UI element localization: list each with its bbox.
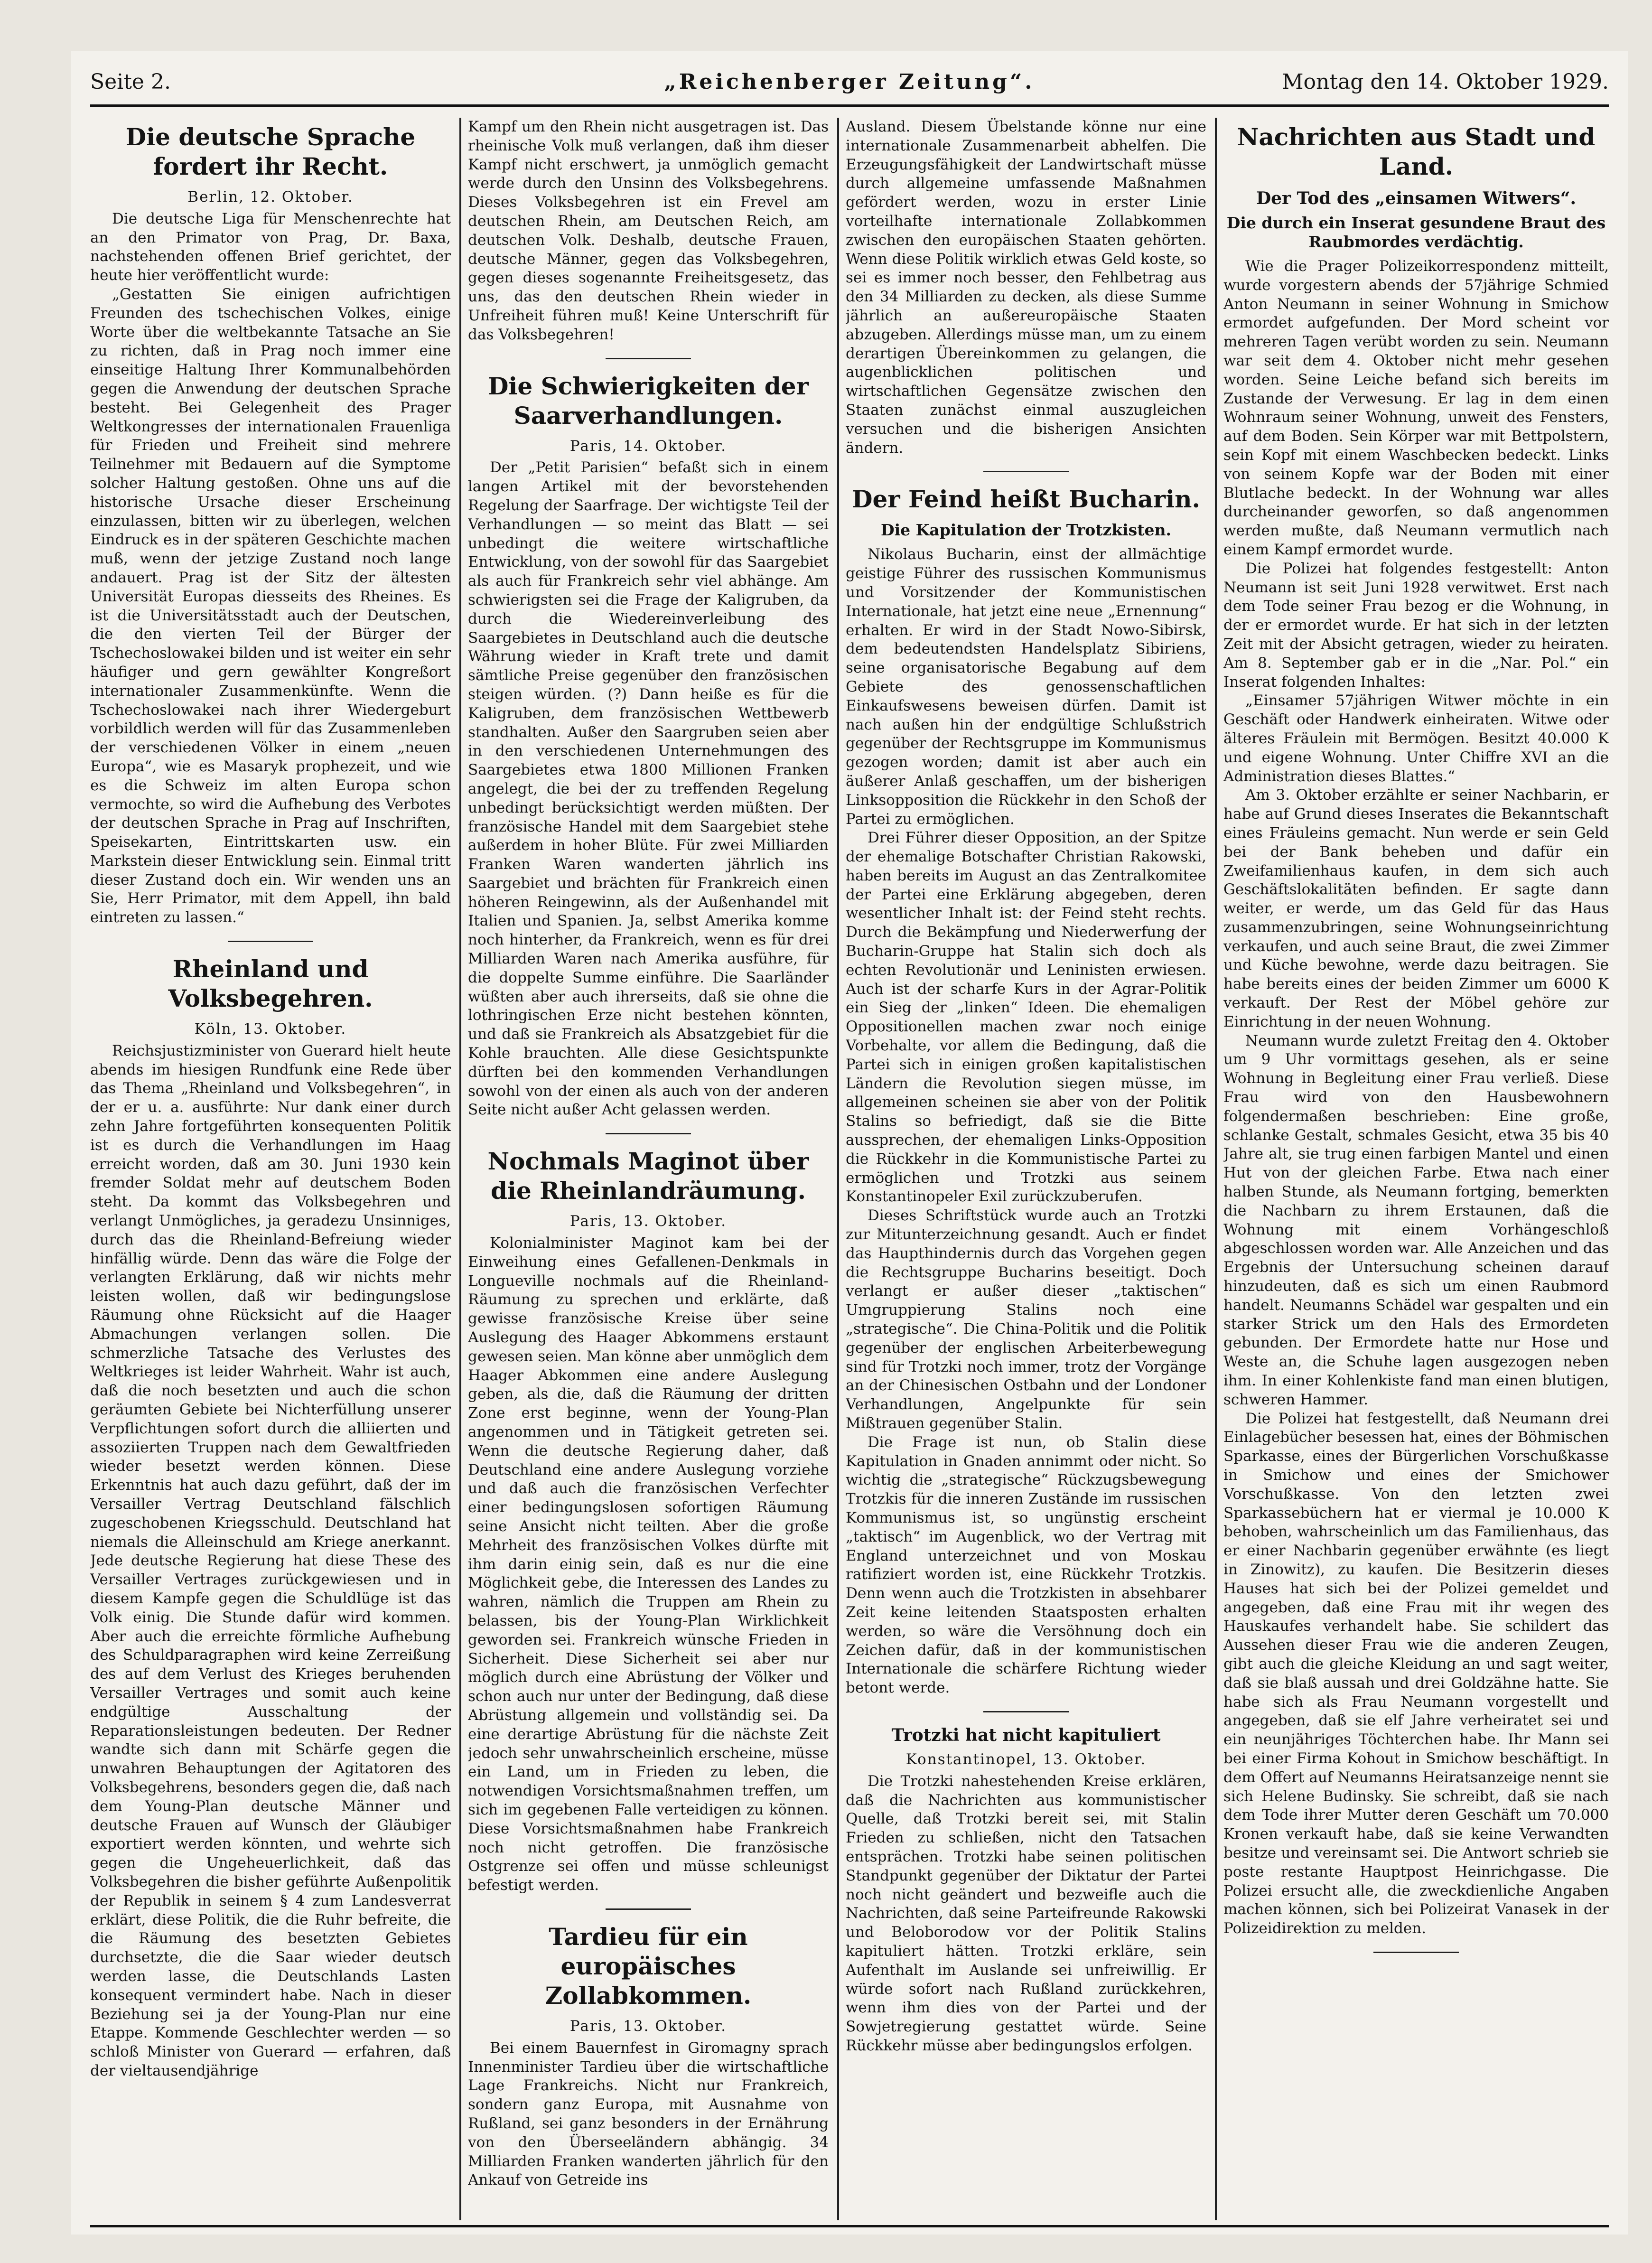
issue-date: Montag den 14. Oktober 1929. bbox=[1282, 70, 1609, 94]
article-paragraph: Die Polizei hat festgestellt, daß Neumann drei Einlagebücher besessen hat, eines der Böhmischen Sparkasse, eines der Bürgerlichen Vorschußkasse in Smichow und eines der Smichower Vorschußkasse. Von den letzten zwei Sparkassebüchern hat er viermal je 10.000 K behoben, wahrscheinlich um das Familienhaus, das er einer Nachbarin gegenüber erwähnte (es liegt in Zinowitz), zu kaufen. Die Besitzerin dieses Hauses hat sich bei der Polizei gemeldet und angegeben, daß eine Frau mit ihr wegen des Hauskaufes verhandelt habe. Sie schildert das Aussehen dieser Frau wie die anderen Zeugen, gibt auch die gleiche Kleidung an und sagt weiter, daß sie blaß aussah und drei Goldzähne hatte. Sie habe sich als Frau Neumann vorgestellt und angegeben, daß sie elf Jahre verheiratet sei und ein neunjähriges Töchterchen habe. Ihr Mann sei bei einer Firma Kohout in Smichow beschäftigt. In dem Offert auf Neumanns Heiratsanzeige nennt sie sich Helene Budinsky. Sie schreibt, daß sie nach dem Tode ihrer Mutter deren Geschäft um 70.000 Kronen verkauft habe, daß sie keine Verwandten besitze und vereinsamt sei. Die Antwort schrieb sie poste restante Hauptpost Heinrichgasse. Die Polizei ersucht alle, die zweckdienliche Angaben machen können, sich bei Polizeirat Vanasek in der Polizeidirektion zu melden. bbox=[1223, 1410, 1609, 1937]
column-3 bbox=[846, 118, 1206, 2220]
article-separator bbox=[606, 1133, 691, 1134]
page-header bbox=[90, 61, 1609, 103]
article-dateline: Paris, 13. Oktober. bbox=[569, 1213, 727, 1230]
newspaper-name: „Reichenberger Zeitung“. bbox=[664, 70, 1035, 94]
footer-rule bbox=[90, 2225, 1609, 2227]
article-title: Der Feind heißt Bucharin. bbox=[852, 485, 1200, 514]
article-title: Rheinland und Volksbegehren. bbox=[168, 955, 373, 1013]
section-title: Nachrichten aus Stadt und Land. bbox=[1237, 123, 1596, 180]
article-dateline: Paris, 14. Oktober. bbox=[569, 437, 727, 455]
column-2 bbox=[468, 118, 829, 2220]
article-title: Die Schwierigkeiten der Saarverhandlungen. bbox=[488, 372, 809, 430]
article-paragraph: Die Trotzki nahestehenden Kreise erklären, daß die Nachrichten aus kommunistischer Quelle, daß Trotzki bereit sei, mit Stalin Frieden zu schließen, nicht den Tatsachen entsprächen. Trotzki habe seinen politischen Standpunkt gegenüber der Diktatur der Partei noch nicht geändert und bezweifle auch die Nachrichten, daß seine Parteifreunde Rakowski und Beloborodow vor der Politik Stalins kapituliert hätten. Trotzki erkläre, sein Aufenthalt im Auslande sei unfreiwillig. Er würde sofort nach Rußland zurückkehren, wenn ihm dies von der Partei und der Sowjetregierung gestattet würde. Seine Rückkehr müsse aber bedingungslos erfolgen. bbox=[846, 1772, 1206, 2054]
article-subtitle: Die Kapitulation der Trotzkisten. bbox=[881, 521, 1171, 540]
article-separator bbox=[983, 471, 1069, 472]
article-paragraph: Wie die Prager Polizeikorrespondenz mitteilt, wurde vorgestern abends der 57jährige Schmied Anton Neumann in seiner Wohnung in Smichow ermordet aufgefunden. Der Mord scheint vor mehreren Tagen verübt worden zu sein. Neumann war seit dem 4. Oktober nicht mehr gesehen worden. Seine Leiche befand sich bereits im Zustande der Verwesung. Er lag in dem einen Wohnraum seiner Wohnung, unweit des Fensters, auf dem Boden. Sein Körper war mit Bettpolstern, sein Kopf mit einem Waschbecken bedeckt. Links von seinem Kopfe war der Boden mit einer Blutlache bedeckt. In der Wohnung war alles durcheinander geworfen, so daß angenommen werden mußte, daß Neumann vermutlich nach einem Kampf ermordet wurde. bbox=[1223, 258, 1609, 558]
column-rule bbox=[459, 118, 461, 2220]
column-rule bbox=[1215, 118, 1217, 2220]
article-separator bbox=[1373, 1952, 1459, 1953]
column-rule bbox=[837, 118, 839, 2220]
newspaper-page bbox=[71, 51, 1628, 2235]
article-title: Tardieu für ein europäisches Zollabkommen. bbox=[545, 1922, 752, 2010]
header-rule bbox=[90, 104, 1609, 107]
article-paragraph: Kolonialminister Maginot kam bei der Einweihung eines Gefallenen-Denkmals in Longueville nochmals auf die Rheinland-Räumung zu sprechen und erklärte, daß gewisse französische Kreise über seine Auslegung des Haager Abkommens erstaunt gewesen seien. Man könne aber unmöglich dem Haager Abkommen eine andere Auslegung geben, als die, daß die Räumung der dritten Zone erst beginne, wenn der Young-Plan angenommen und in Tätigkeit getreten sei. Wenn die deutsche Regierung daher, daß Deutschland eine andere Auslegung vorziehe und daß auch die französischen Verfechter einer bedingungslosen sofortigen Räumung seine Ansicht nicht teilten. Aber die große Mehrheit des französischen Volkes dürfte mit ihm darin einig sein, daß es nur die eine Möglichkeit gebe, die Interessen des Landes zu wahren, nämlich die Truppen am Rhein zu belassen, bis der Young-Plan Wirklichkeit geworden sei. Frankreich wünsche Frieden in Sicherheit. Diese Sicherheit sei aber nur möglich durch eine Abrüstung der Völker und schon auch nur unter der Bedingung, daß diese Abrüstung allgemein und vollständig sei. Da eine derartige Abrüstung für die nächste Zeit jedoch sehr unwahrscheinlich erscheine, müsse ein Land, um in Frieden zu leben, die notwendigen Vorsichtsmaßnahmen treffen, um sich im gegebenen Falle verteidigen zu können. Diese Vorsichtsmaßnahmen habe Frankreich noch nicht getroffen. Die französische Ostgrenze sei offen und müsse schleunigst befestigt werden. bbox=[468, 1234, 829, 1894]
article-paragraph: Der „Petit Parisien“ befaßt sich in einem langen Artikel mit der bevorstehenden Regelung der Saarfrage. Der wichtigste Teil der Verhandlungen — so meint das Blatt — sei unbedingt die weitere wirtschaftliche Entwicklung, von der sowohl für das Saargebiet als auch für Frankreich sehr viel abhänge. Am schwierigsten sei die Frage der Kaligruben, da durch die Wiedereinverleibung des Saargebietes in Deutschland auch die deutsche Währung wieder in Kraft trete und damit sämtliche Preise gegenüber den französischen steigen würden. (?) Dann heiße es für die Kaligruben, dem französischen Wettbewerb standhalten. Außer den Saargruben seien aber in den verschiedenen Unternehmungen des Saargebietes etwa 1800 Millionen Franken angelegt, die bei der zu treffenden Regelung unbedingt berücksichtigt werden müßten. Der französische Handel mit dem Saargebiet stehe außerdem in hoher Blüte. Für zwei Milliarden Franken Waren wanderten jährlich ins Saargebiet und brächten für Frankreich einen höheren Reingewinn, als der Außenhandel mit Italien und Spanien. Ja, selbst Amerika komme noch hinterher, da Frankreich, wenn es für drei Milliarden Waren nach Amerika ausführe, für die doppelte Summe einführe. Die Saarländer wüßten aber auch ihrerseits, daß sie ohne die lothringischen Erze nicht bestehen könnten, und daß sie Frankreich als Absatzgebiet für die Kohle brauchten. Alle diese Gesichtspunkte dürften bei den kommenden Verhandlungen sowohl von der einen als auch von der anderen Seite nicht außer Acht gelassen werden. bbox=[468, 459, 829, 1119]
article-paragraph: Die deutsche Liga für Menschenrechte hat an den Primator von Prag, Dr. Baxa, nachstehenden offenen Brief gerichtet, der heute hier veröffentlicht wurde: bbox=[90, 210, 451, 284]
article-dateline: Köln, 13. Oktober. bbox=[194, 1020, 347, 1038]
article-paragraph: Kampf um den Rhein nicht ausgetragen ist. Das rheinische Volk muß verlangen, daß ihm dieser Kampf nicht erschwert, ja unmöglich gemacht werde durch den Unsinn des Volksbegehrens. Dieses Volksbegehren ist ein Frevel am deutschen Rhein, am Deutschen Reich, am deutschen Volk. Deshalb, deutsche Frauen, deutsche Männer, gegen das Volksbegehren, gegen dieses sogenannte Freiheitsgesetz, das uns, das den deutschen Rhein wieder in Unfreiheit führen muß! Keine Unterschrift für das Volksbegehren! bbox=[468, 118, 829, 343]
article-paragraph: Reichsjustizminister von Guerard hielt heute abends im hiesigen Rundfunk eine Rede über das Thema „Rheinland und Volksbegehren“, in der er u. a. ausführte: Nur dank einer durch zehn Jahre fortgeführten konsequenten Politik ist es durch die Verhandlungen im Haag erreicht worden, daß am 30. Juni 1930 kein fremder Soldat mehr auf deutschem Boden steht. Da kommt das Volksbegehren und verlangt Unmögliches, ja geradezu Unsinniges, durch das die Rheinland-Befreiung wieder hinfällig würde. Denn das wäre die Folge der verlangten Erklärung, daß wir nichts mehr leisten wollen, daß wir bedingungslose Räumung ohne Rücksicht auf die Haager Abmachungen verlangen sollen. Die schmerzliche Tatsache des Verlustes des Weltkrieges ist leider Wahrheit. Wahr ist auch, daß die noch besetzten und auch die schon geräumten Gebiete bei Nichterfüllung unserer Verpflichtungen sofort durch die alliierten und assoziierten Truppen nach dem Gewaltfrieden wieder besetzt werden können. Diese Erkenntnis hat auch dazu geführt, daß der im Versailler Vertrag Deutschland fälschlich zugeschobenen Kriegsschuld. Deutschland hat niemals die Alleinschuld am Kriege anerkannt. Jede deutsche Regierung hat diese These des Versailler Vertrages zurückgewiesen und in diesem Kampfe gegen die Schuldlüge ist das Volk einig. Die Stunde dafür wird kommen. Aber auch die erreichte förmliche Aufhebung des Schuldparagraphen wird keine Zerreißung des auf dem Verlust des Krieges beruhenden Versailler Vertrages und somit auch keine endgültige Ausschaltung der Reparationsleistungen bedeuten. Der Redner wandte sich dann mit Schärfe gegen die unwahren Behauptungen der Agitatoren des Volksbegehrens, besonders gegen die, daß nach dem Young-Plan deutsche Männer und deutsche Frauen auf Wunsch der Gläubiger exportiert werden könnten, und wehrte sich gegen die Ungeheuerlichkeit, daß das Volksbegehren die bisher geführte Außenpolitik der Republik in seinem § 4 zum Landesverrat erklärt, diese Politik, die die Ruhr befreite, die die Räumung des besetzten Gebietes durchsetzte, die die Saar wieder deutsch werden lasse, die Deutschlands Lasten konsequent vermindert habe. Nach in dieser Beziehung sei ja der Young-Plan nur eine Etappe. Kommende Geschlechter werden — so schloß Minister von Guerard — erfahren, daß der vieltausendjährige bbox=[90, 1042, 451, 2079]
article-paragraph: „Gestatten Sie einigen aufrichtigen Freunden des tschechischen Volkes, einige Worte über die weltbekannte Tatsache an Sie zu richten, daß in Prag noch immer eine einseitige Haltung Ihrer Kommunalbehörden gegen die Anwendung der deutschen Sprache besteht. Bei Gelegenheit des Prager Weltkongresses der internationalen Frauenliga für Frieden und Freiheit sind mehrere Teilnehmer mit Bedauern auf die Symptome solcher Haltung gestoßen. Ohne uns auf die historische Ursache dieser Erscheinung einzulassen, bitten wir zu überlegen, welchen Eindruck es in der späteren Geschichte machen muß, wenn der jetzige Zustand noch lange andauert. Prag ist der Sitz der ältesten Universität Europas diesseits des Rheines. Es ist die Universitätsstadt auch der Deutschen, die den vierten Teil der Bürger der Tschechoslowakei bilden und ist weiter ein sehr häufiger und gern gewählter Kongreßort internationaler Zusammenkünfte. Wenn die Tschechoslowakei nach ihrer Wiedergeburt vorbildlich werden will für das Zusammenleben der verschiedenen Völker in einem „neuen Europa“, wie es Masaryk prophezeit, und wie es die Schweiz im alten Europa schon vermochte, so wird die Aufhebung des Verbotes der deutschen Sprache in Prag auf Inschriften, Speisekarten, Eintrittskarten usw. ein Markstein dieser Entwicklung sein. Einmal tritt dieser Zustand doch ein. Wir wenden uns an Sie, Herr Primator, mit dem Appell, ihn bald eintreten zu lassen.“ bbox=[90, 285, 451, 926]
article-paragraph: Die Frage ist nun, ob Stalin diese Kapitulation in Gnaden annimmt oder nicht. So wichtig die „strategische“ Rückzugsbewegung Trotzkis für die inneren Zustände im russischen Kommunismus ist, so ungünstig erscheint „taktisch“ im Augenblick, wo der Vertrag mit England unterzeichnet und von Moskau ratifiziert worden ist, eine Rückkehr Trotzkis. Denn wenn auch die Trotzkisten in absehbarer Zeit keine leitenden Staatsposten erhalten werden, so wäre die Versöhnung doch ein Zeichen dafür, daß in der kommunistischen Internationale die schärfere Richtung wieder betont werde. bbox=[846, 1433, 1206, 1697]
article-separator bbox=[606, 358, 691, 359]
article-paragraph: Neumann wurde zuletzt Freitag den 4. Oktober um 9 Uhr vormittags gesehen, als er seine Wohnung in Begleitung einer Frau verließ. Diese Frau wird von den Hausbewohnern folgendermaßen beschrieben: Eine große, schlanke Gestalt, schmales Gesicht, etwa 35 bis 40 Jahre alt, sie trug einen farbigen Mantel und einen Hut von der gleichen Farbe. Etwa nach einer halben Stunde, als Neumann fortging, bemerkten die Nachbarn zu ihrem Erstaunen, daß die Wohnung mit einem Vorhängeschloß abgeschlossen worden war. Alle Anzeichen und das Ergebnis der Untersuchung scheinen darauf hinzudeuten, daß es sich um einen Raubmord handelt. Neumanns Schädel war gespalten und ein starker Strick um den Hals des Ermordeten gebunden. Der Ermordete hatte nur Hose und Weste an, die Schuhe lagen ausgezogen neben ihm. In einer Kohlenkiste fand man einen blutigen, schweren Hammer. bbox=[1223, 1032, 1609, 1408]
article-paragraph: Bei einem Bauernfest in Giromagny sprach Innenminister Tardieu über die wirtschaftliche Lage Frankreichs. Nicht nur Frankreich, sondern ganz Europa, mit Ausnahme von Rußland, sei ganz besonders in der Ernährung von den Überseeländern abhängig. 34 Milliarden Franken wanderten jährlich für den Ankauf von Getreide ins bbox=[468, 2039, 829, 2189]
article-paragraph: Am 3. Oktober erzählte er seiner Nachbarin, er habe auf Grund dieses Inserates die Bekanntschaft eines Fräuleins gemacht. Nun werde er sein Geld bei der Bank beheben und dafür ein Zweifamilienhaus kaufen, in dem sich auch Geschäftslokalitäten befinden. Er sagte dann weiter, er werde, um das Geld für das Haus zusammenzubringen, seine Wohnungseinrichtung verkaufen, und auch seine Braut, die zwei Zimmer und Küche bewohne, werde dazu beitragen. Sie habe bereits eines der beiden Zimmer um 6000 K verkauft. Der Rest der Möbel gehöre zur Einrichtung in der neuen Wohnung. bbox=[1223, 786, 1609, 1030]
article-separator bbox=[606, 1908, 691, 1910]
article-separator bbox=[228, 941, 313, 942]
article-paragraph: Nikolaus Bucharin, einst der allmächtige geistige Führer des russischen Kommunismus und Vorsitzender der Kommunistischen Internationale, hat jetzt eine neue „Ernennung“ erhalten. Er wird in der Stadt Nowo-Sibirsk, dem bedeutendsten Handelsplatz Sibiriens, seine organisatorische Begabung auf dem Gebiete des genossenschaftlichen Einkaufswesens beweisen dürfen. Damit ist nach außen hin der endgültige Schlußstrich gegenüber der Rechtsgruppe im Kommunismus gezogen worden; damit ist aber auch ein äußerer Anlaß geschaffen, um der bisherigen Linksopposition die Rückkehr in den Schoß der Partei zu ermöglichen. bbox=[846, 546, 1206, 828]
article-paragraph: Dieses Schriftstück wurde auch an Trotzki zur Mitunterzeichnung gesandt. Auch er findet das Haupthindernis durch das Vorgehen gegen die Rechtsgruppe Bucharins beseitigt. Doch verlangt er außer dieser „taktischen“ Umgruppierung Stalins noch eine „strategische“. Die China-Politik und die Politik gegenüber der englischen Arbeiterbewegung sind für Trotzki noch immer, trotz der Vorgänge an der Chinesischen Ostbahn und der Londoner Verhandlungen, Angelpunkte für sein Mißtrauen gegenüber Stalin. bbox=[846, 1207, 1206, 1432]
article-paragraph: „Einsamer 57jährigen Witwer möchte in ein Geschäft oder Handwerk einheiraten. Witwe oder älteres Fräulein mit Bermögen. Besitzt 40.000 K und eigene Wohnung. Unter Chiffre XVI an die Administration dieses Blattes.“ bbox=[1223, 692, 1609, 785]
article-paragraph: Drei Führer dieser Opposition, an der Spitze der ehemalige Botschafter Christian Rakowski, haben bereits im August an das Zentralkomitee der Partei eine Erklärung abgegeben, deren wesentlicher Inhalt ist: der Feind steht rechts. Durch die Bekämpfung und Niederwerfung der Bucharin-Gruppe hat Stalin sich doch als echten Revolutionär und Leninisten erwiesen. Auch ist der scharfe Kurs in der Agrar-Politik ein Sieg der „linken“ Ideen. Die ehemaligen Oppositionellen machen zwar noch einige Vorbehalte, vor allem die Bedingung, daß die Partei sich in einigen großen kapitalistischen Ländern die Revolution siegen müsse, im allgemeinen scheinen sie aber von der Politik Stalins so befriedigt, daß sie die Bitte aussprechen, der ehemaligen Links-Opposition die Rückkehr in die Kommunistische Partei zu ermöglichen und Trotzki aus seinem Konstantinopeler Exil zurückzuberufen. bbox=[846, 829, 1206, 1206]
article-separator bbox=[983, 1711, 1069, 1712]
column-1 bbox=[90, 118, 451, 2220]
article-title: Der Tod des „einsamen Witwers“. bbox=[1256, 188, 1577, 208]
article-title: Die deutsche Sprache fordert ihr Recht. bbox=[125, 123, 416, 180]
article-title: Nochmals Maginot über die Rheinlandräumung. bbox=[487, 1147, 809, 1205]
article-paragraph: Die Polizei hat folgendes festgestellt: Anton Neumann ist seit Juni 1928 verwitwet. Erst nach dem Tode seiner Frau bezog er die Wohnung, in der er ermordet wurde. Er hat sich in der letzten Zeit mit der Absicht getragen, wieder zu heiraten. Am 8. September gab er in die „Nar. Pol.“ ein Inserat folgenden Inhaltes: bbox=[1223, 560, 1609, 691]
article-dateline: Konstantinopel, 13. Oktober. bbox=[905, 1750, 1147, 1768]
column-4 bbox=[1223, 118, 1609, 2220]
article-dateline: Paris, 13. Oktober. bbox=[569, 2017, 727, 2035]
article-title: Trotzki hat nicht kapituliert bbox=[891, 1725, 1161, 1745]
article-subtitle: Die durch ein Inserat gesundene Braut des Raubmordes verdächtig. bbox=[1226, 214, 1606, 251]
article-dateline: Berlin, 12. Oktober. bbox=[187, 188, 354, 206]
article-paragraph: Ausland. Diesem Übelstande könne nur eine internationale Zusammenarbeit abhelfen. Die Erzeugungsfähigkeit der Landwirtschaft müsse durch allgemeine umfassende Maßnahmen gefördert werden, wozu in erster Linie vorteilhafte internationale Zollabkommen zwischen den europäischen Staaten gehörten. Wenn diese Politik wirklich etwas Geld koste, so sei es immer noch besser, den Fehlbetrag aus den 34 Milliarden zu decken, als diese Summe jährlich an außereuropäische Staaten abzugeben. Allerdings müsse man, um zu einem derartigen Übereinkommen zu gelangen, die augenblicklichen politischen und wirtschaftlichen Gegensätze zwischen den Staaten zunächst einmal auszugleichen versuchen und die bisherigen Ansichten ändern. bbox=[846, 118, 1206, 457]
page-number: Seite 2. bbox=[90, 70, 171, 94]
